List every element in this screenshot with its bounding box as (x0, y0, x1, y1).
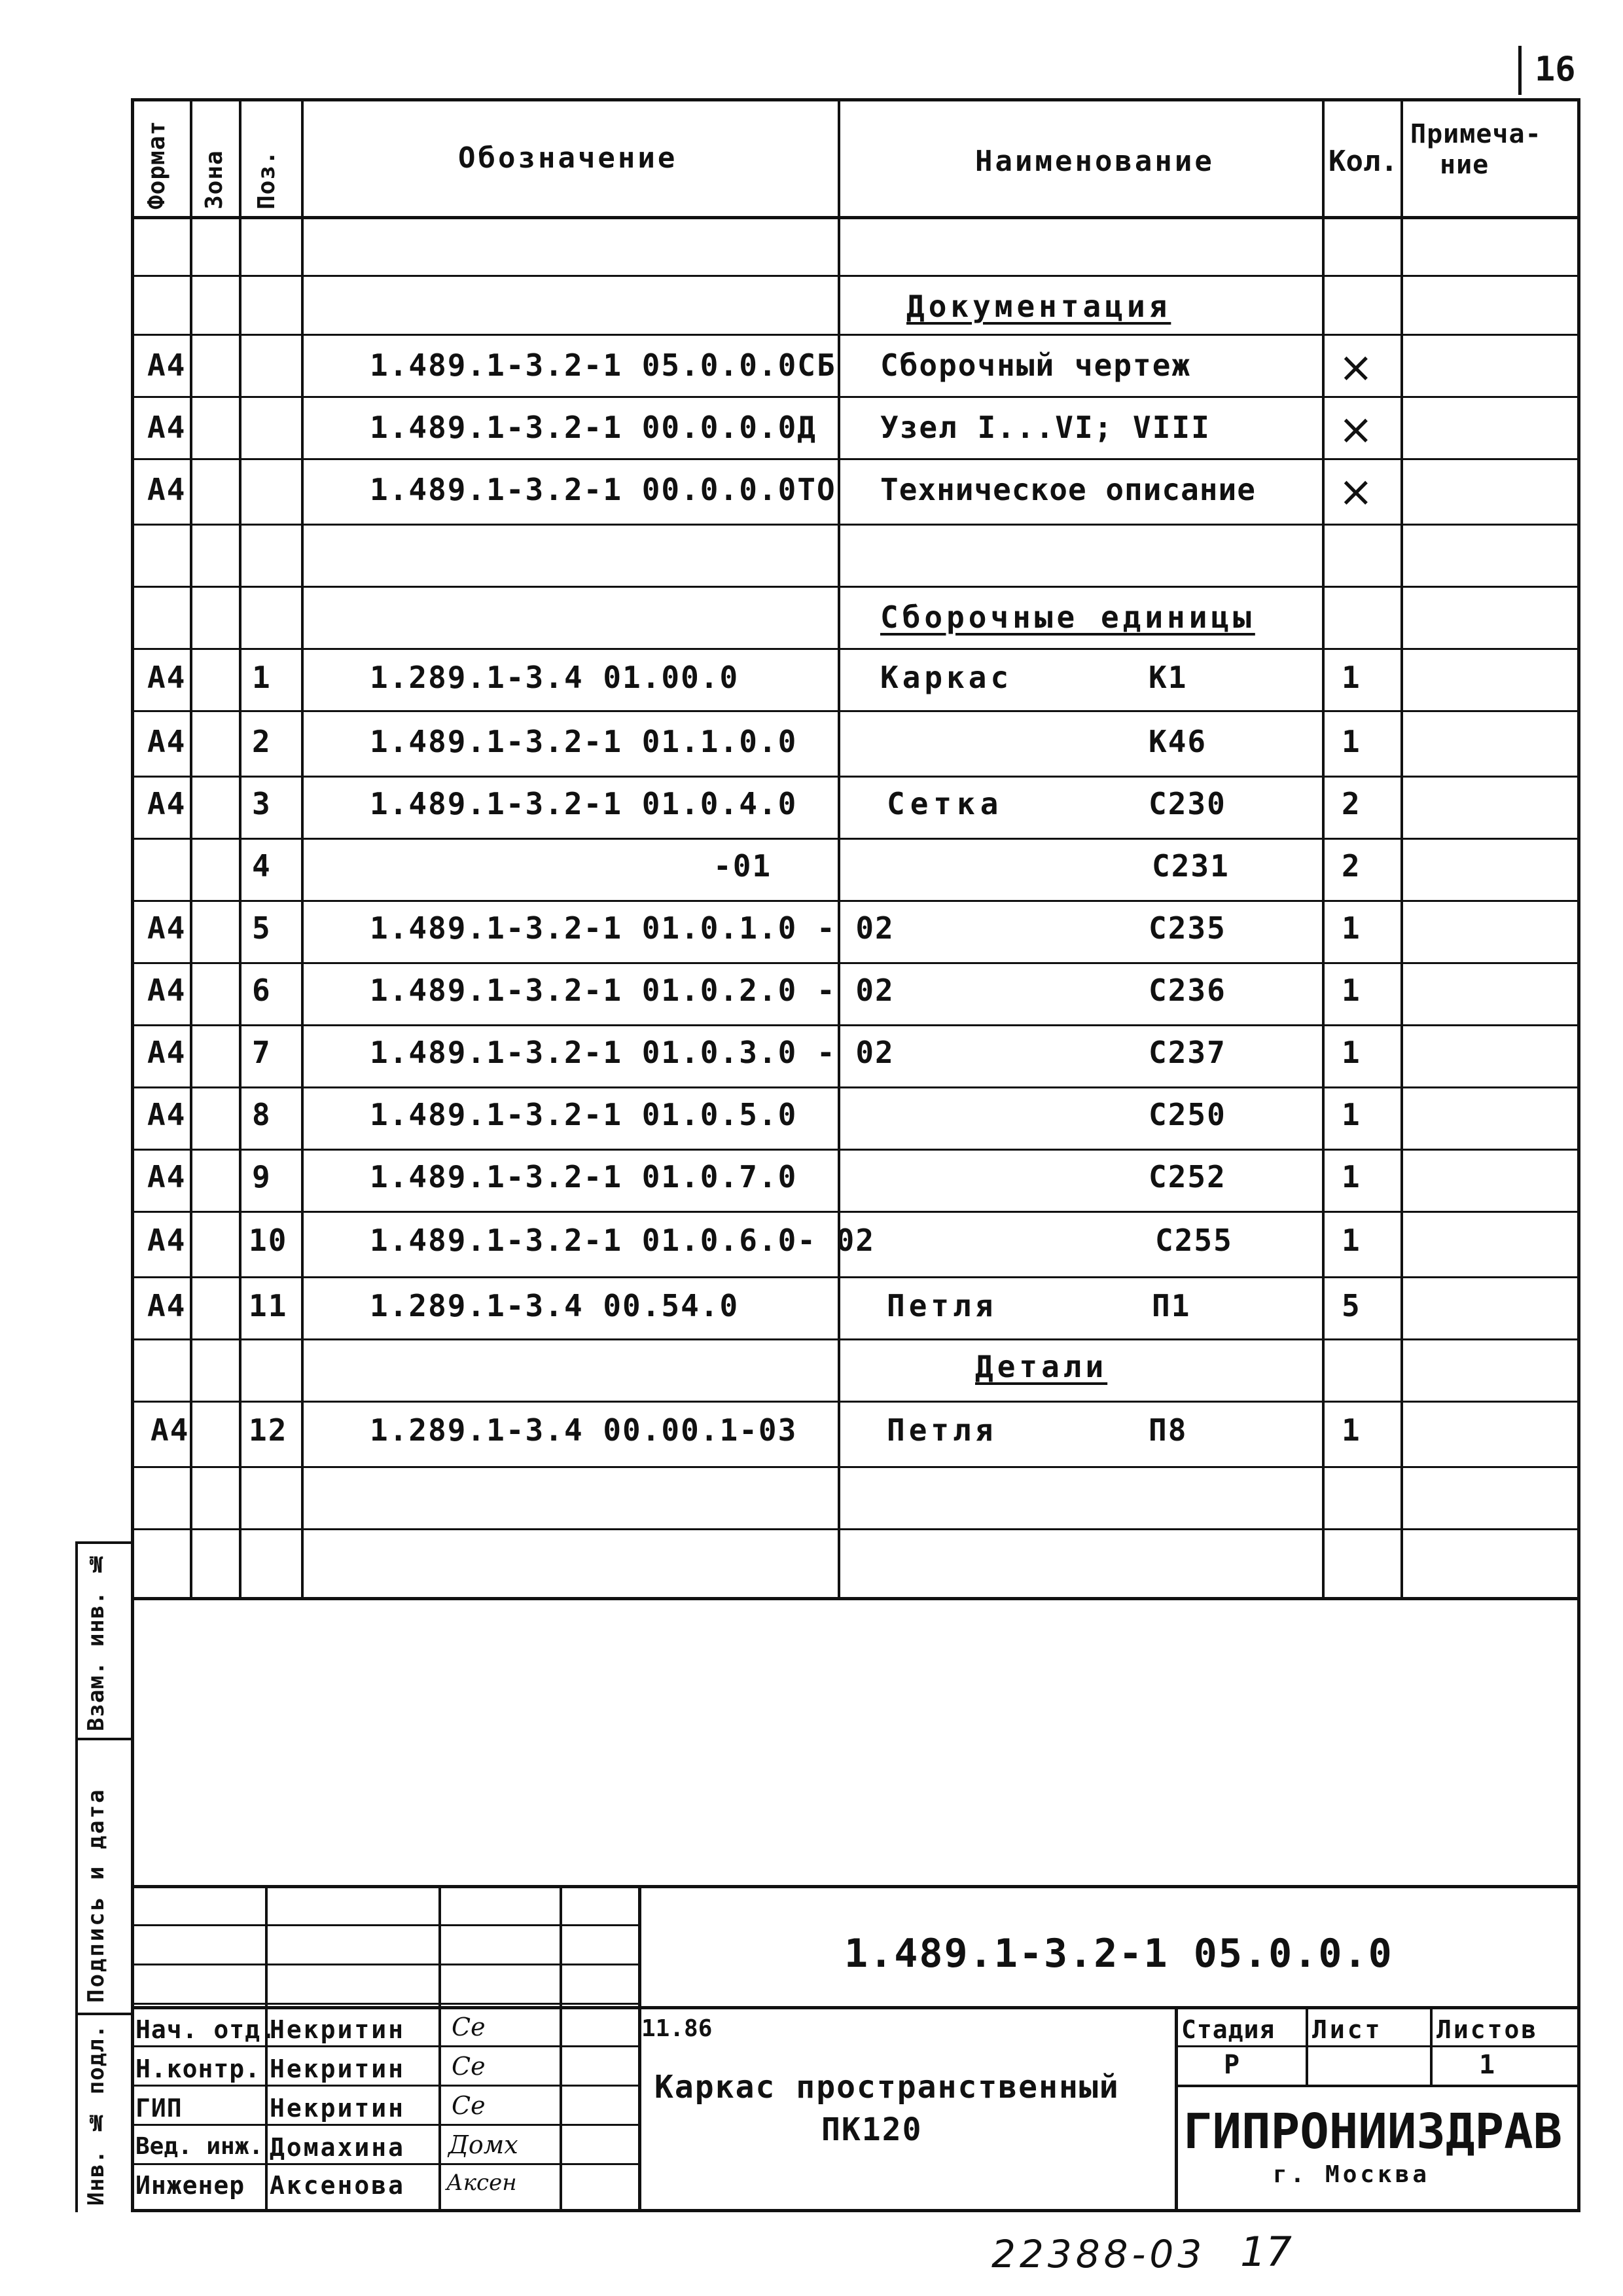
staff-name: Домахина (270, 2133, 406, 2162)
section-parts: Детали (975, 1349, 1108, 1384)
row-format: А4 (147, 973, 187, 1008)
row-designation: 1.489.1-3.2-1 05.0.0.0СБ (370, 348, 836, 383)
staff-role: Вед. инж. (135, 2133, 264, 2160)
row-mark: К46 (1149, 724, 1207, 759)
row-pos: 7 (252, 1035, 272, 1070)
header-name: Наименование (975, 145, 1215, 178)
row-qty: 5 (1342, 1288, 1361, 1323)
row-pos: 4 (252, 848, 272, 884)
row-designation: 1.489.1-3.2-1 01.0.5.0 (370, 1097, 798, 1132)
page-number: 17 (1240, 2228, 1292, 2276)
row-mark: С230 (1149, 786, 1226, 821)
row-designation: -01 (713, 848, 772, 884)
row-qty: 1 (1342, 910, 1361, 946)
staff-name: Некритин (270, 2054, 406, 2083)
row-mark: С250 (1149, 1097, 1226, 1132)
staff-role: Нач. отд. (135, 2015, 276, 2044)
row-format: А4 (147, 1288, 187, 1323)
org-city: г. Москва (1273, 2161, 1431, 2188)
row-pos: 9 (252, 1159, 272, 1194)
side-stamp-inv-orig: Инв. № подл. (83, 2024, 109, 2206)
row-mark: С237 (1149, 1035, 1226, 1070)
stage-value: Р (1224, 2050, 1241, 2080)
sheets-value: 1 (1479, 2050, 1496, 2080)
section-assembly-units: Сборочные единицы (880, 600, 1255, 635)
stage-label: Стадия (1181, 2015, 1275, 2044)
header-designation: Обозначение (458, 141, 678, 175)
row-format: А4 (147, 786, 187, 821)
staff-signature: Се (452, 2091, 486, 2120)
side-stamp-replace-inv: Взам. инв. № (83, 1549, 109, 1731)
row-pos: 6 (252, 973, 272, 1008)
staff-role: Н.контр. (135, 2054, 261, 2083)
row-qty: 1 (1342, 724, 1361, 759)
row-mark: С255 (1155, 1223, 1233, 1258)
row-format: А4 (147, 1035, 187, 1070)
row-pos: 2 (252, 724, 272, 759)
row-qty-cross: × (1338, 344, 1374, 392)
row-format: А4 (147, 1159, 187, 1194)
row-designation: 1.489.1-3.2-1 01.0.3.0 - 02 (370, 1035, 895, 1070)
staff-signature: Се (452, 2013, 486, 2041)
row-format: А4 (147, 1097, 187, 1132)
row-name: Узел I...VI; VIII (880, 410, 1211, 445)
row-mark: С236 (1149, 973, 1226, 1008)
row-designation: 1.289.1-3.4 00.00.1-03 (370, 1412, 798, 1448)
row-qty: 1 (1342, 1223, 1361, 1258)
row-qty: 1 (1342, 973, 1361, 1008)
row-qty: 2 (1342, 786, 1361, 821)
staff-signature: Аксен (446, 2170, 517, 2196)
row-format: А4 (151, 1412, 190, 1448)
archive-number: 22388-03 (991, 2232, 1206, 2276)
staff-name: Аксенова (270, 2171, 406, 2200)
row-mark: С231 (1152, 848, 1230, 884)
row-format: А4 (147, 724, 187, 759)
row-mark: К1 (1149, 660, 1188, 695)
staff-name: Некритин (270, 2094, 406, 2123)
staff-date: 11.86 (641, 2015, 713, 2042)
row-qty: 2 (1342, 848, 1361, 884)
row-format: А4 (147, 910, 187, 946)
row-format: А4 (147, 1223, 187, 1258)
row-name: Петля (887, 1412, 997, 1448)
row-pos: 10 (249, 1223, 288, 1258)
row-mark: С252 (1149, 1159, 1226, 1194)
org-name: ГИПРОНИИЗДРАВ (1183, 2104, 1563, 2160)
row-designation: 1.489.1-3.2-1 00.0.0.0ТО (370, 472, 836, 507)
sheets-label: Листов (1436, 2015, 1539, 2044)
row-qty-cross: × (1338, 406, 1374, 454)
row-qty: 1 (1342, 1097, 1361, 1132)
header-note-line2: ние (1440, 150, 1489, 180)
staff-signature: Се (452, 2052, 486, 2081)
row-format: А4 (147, 410, 187, 445)
row-pos: 3 (252, 786, 272, 821)
row-name: Техническое описание (880, 472, 1256, 507)
row-mark: П8 (1149, 1412, 1188, 1448)
row-name: Каркас (880, 660, 1013, 695)
header-format: Формат (143, 120, 170, 209)
row-designation: 1.489.1-3.2-1 01.0.6.0- 02 (370, 1223, 876, 1258)
row-format: А4 (147, 348, 187, 383)
row-pos: 1 (252, 660, 272, 695)
doc-code: 1.489.1-3.2-1 05.0.0.0 (844, 1931, 1393, 1977)
row-designation: 1.489.1-3.2-1 01.0.7.0 (370, 1159, 798, 1194)
row-format: А4 (147, 660, 187, 695)
row-pos: 11 (249, 1288, 288, 1323)
row-designation: 1.289.1-3.4 01.00.0 (370, 660, 740, 695)
header-qty: Кол. (1329, 145, 1398, 178)
row-qty: 1 (1342, 1159, 1361, 1194)
row-qty: 1 (1342, 1412, 1361, 1448)
doc-title-line2: ПК120 (821, 2111, 923, 2148)
row-designation: 1.289.1-3.4 00.54.0 (370, 1288, 740, 1323)
row-pos: 12 (249, 1412, 288, 1448)
row-designation: 1.489.1-3.2-1 00.0.0.0Д (370, 410, 817, 445)
row-mark: С235 (1149, 910, 1226, 946)
row-mark: П1 (1152, 1288, 1191, 1323)
row-designation: 1.489.1-3.2-1 01.0.1.0 - 02 (370, 910, 895, 946)
doc-title-line1: Каркас пространственный (654, 2069, 1120, 2106)
staff-signature: Домх (448, 2130, 518, 2159)
row-pos: 8 (252, 1097, 272, 1132)
staff-name: Некритин (270, 2015, 406, 2044)
row-name: Сетка (887, 786, 1004, 821)
row-name: Петля (887, 1288, 997, 1323)
header-pos: Поз. (253, 150, 280, 209)
staff-role: ГИП (135, 2094, 183, 2123)
row-designation: 1.489.1-3.2-1 01.0.4.0 (370, 786, 798, 821)
row-pos: 5 (252, 910, 272, 946)
row-name: Сборочный чертеж (880, 348, 1192, 383)
staff-role: Инженер (135, 2171, 245, 2200)
header-note-line1: Примеча- (1410, 119, 1542, 149)
row-qty: 1 (1342, 1035, 1361, 1070)
row-format: А4 (147, 472, 187, 507)
row-designation: 1.489.1-3.2-1 01.1.0.0 (370, 724, 798, 759)
section-documentation: Документация (906, 289, 1171, 324)
row-designation: 1.489.1-3.2-1 01.0.2.0 - 02 (370, 973, 895, 1008)
sheet-label: Лист (1312, 2015, 1383, 2044)
row-qty-cross: × (1338, 468, 1374, 516)
row-qty: 1 (1342, 660, 1361, 695)
side-stamp-sign-date: Подпись и дата (83, 1787, 109, 2003)
header-zone: Зона (201, 150, 228, 209)
sheet-number: 16 (1535, 50, 1576, 89)
